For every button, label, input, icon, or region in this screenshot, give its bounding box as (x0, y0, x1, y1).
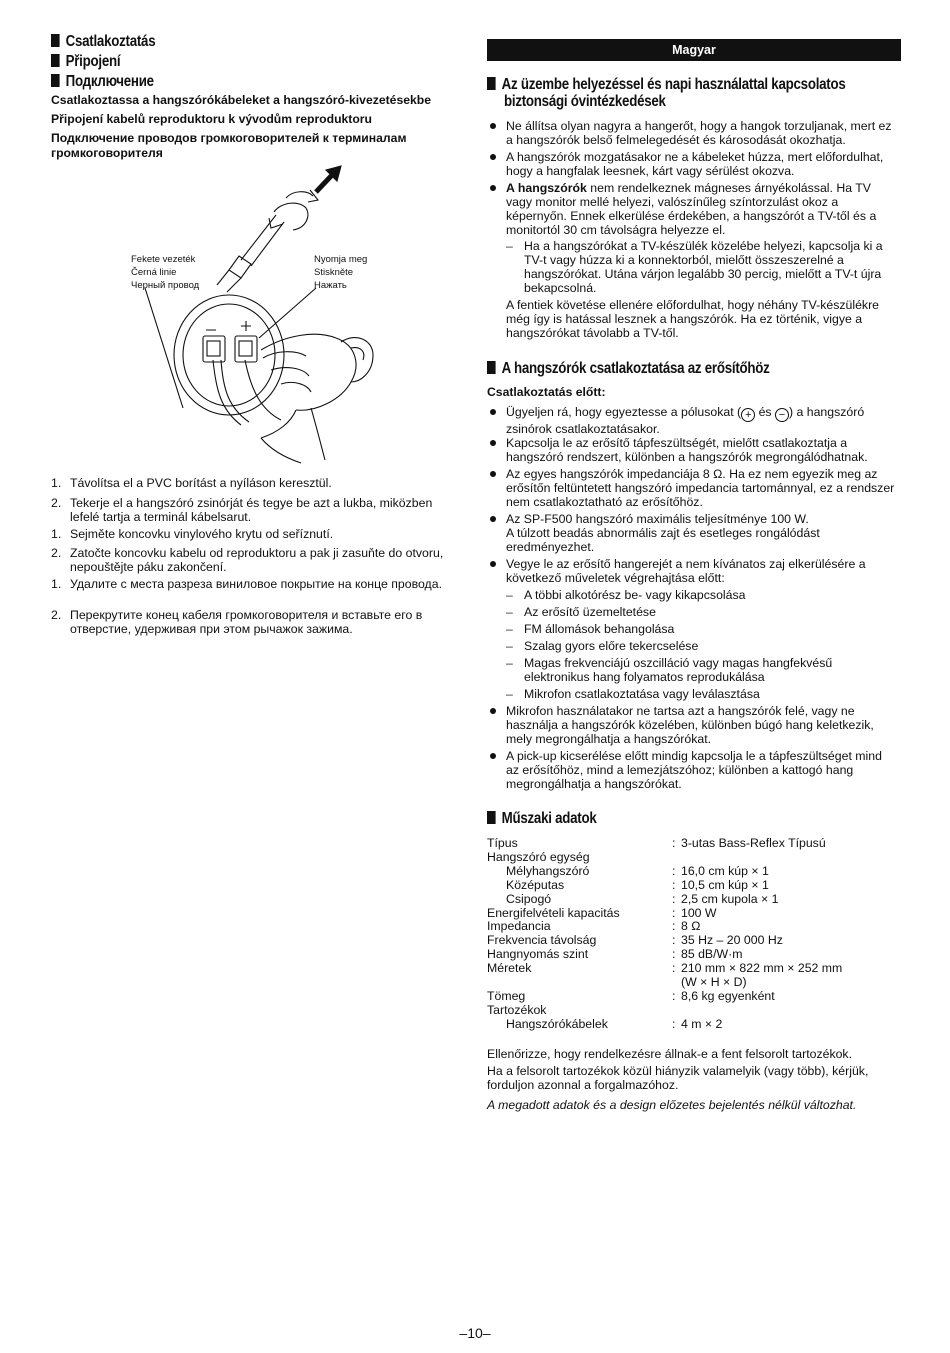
step-hu-1: 1. Távolítsa el a PVC borítást a nyíláson keresztül. (51, 476, 332, 490)
figure-label-right: Nyomja meg Stiskněte Нажать (314, 254, 368, 291)
safety-dash-item: – Ha a hangszórókat a TV-készülék közelébe helyezi, kapcsolja ki a TV-t vagy húzza ki a konnektorból, mielőtt összeszerelné a hangszórókat. Utána várjon legalább 30 percig, mielőtt a TV-t újra bekapcsolná. (487, 239, 896, 295)
specs-note: Ha a felsorolt tartozékok közül hiányzik valamelyik (vagy több), kérjük, forduljon azonnal a forgalmazóhoz. (487, 1064, 869, 1092)
spec-value: 10,5 cm kúp × 1 (681, 877, 769, 892)
spec-key: Hangszórókábelek (506, 1016, 608, 1031)
spec-key: Mélyhangszóró (506, 863, 590, 878)
spec-value: 16,0 cm kúp × 1 (681, 863, 769, 878)
spec-row (487, 864, 901, 878)
specs-disclaimer: A megadott adatok és a design előzetes bejelentés nélkül változhat. (487, 1098, 857, 1112)
spec-value: 8 Ω (681, 919, 701, 934)
spec-value: 85 dB/W·m (681, 947, 743, 962)
section-marker-icon (51, 34, 60, 47)
spec-value: (W × H × D) (681, 975, 747, 989)
spec-value: 210 mm × 822 mm × 252 mm (681, 961, 843, 976)
section-marker-icon (51, 54, 60, 67)
connect-dash-item: – Magas frekvenciájú oszcilláció vagy magas hangfekvésű elektronikus hang folyamatos reprodukálása (487, 656, 884, 684)
heading-ru: Подключение (51, 73, 154, 91)
specs-table (487, 836, 901, 1036)
safety-bullet: A hangszórók mozgatásakor ne a kábeleket húzza, mert előfordulhat, hogy a hangfalak leesnek, kárt vagy sérülést okozva. (487, 150, 896, 178)
spec-row (487, 836, 901, 850)
connect-heading: A hangszórók csatlakoztatása az erősítőhöz (487, 360, 770, 378)
spec-colon: : (672, 863, 676, 878)
spec-colon: : (672, 891, 676, 906)
spec-colon: : (672, 933, 676, 948)
spec-key: Típus (487, 836, 518, 850)
subhead-cz: Připojení kabelů reproduktoru k vývodům reproduktoru (51, 112, 372, 126)
connect-dash-item: – Az erősítő üzemeltetése (487, 605, 899, 619)
safety-heading: Az üzembe helyezéssel és napi használattal kapcsolatos (487, 76, 846, 94)
spec-key: Hangnyomás szint (487, 947, 589, 962)
heading-hu: Csatlakoztatás (51, 33, 155, 51)
connect-bullet: Vegye le az erősítő hangerejét a nem kívánatos zaj elkerülésére a következő műveletek végrehajtása előtt: (487, 557, 901, 585)
heading-cz: Připojení (51, 53, 120, 71)
section-marker-icon (487, 77, 496, 90)
spec-row (487, 892, 901, 906)
spec-row (487, 933, 901, 947)
spec-colon: : (672, 961, 676, 976)
spec-row (487, 878, 901, 892)
connect-bullet: A pick-up kicserélése előtt mindig kapcsolja le a tápfeszültséget mind az erősítőhöz, mind a lemezjátszóhoz; különben a kattogó hang megrongálhatja a hangszórókat. (487, 749, 896, 791)
step-cz-1: 1. Sejměte koncovku vinylového krytu od seříznutí. (51, 527, 334, 541)
spec-key: Frekvencia távolság (487, 933, 597, 948)
step-hu-2: 2. Tekerje el a hangszóró zsinórját és tegye be azt a lukba, miközben lefelé tartja a terminál kábelsarut. (51, 496, 433, 524)
connect-dash-item: – Szalag gyors előre tekercselése (487, 639, 899, 653)
spec-key: Csipogó (506, 891, 552, 906)
connect-dash-item: – Mikrofon csatlakoztatása vagy leválasztása (487, 687, 899, 701)
subhead-ru: Подключение проводов громкоговорителей к терминалам громкоговорителя (51, 131, 407, 160)
step-cz-2: 2. Zatočte koncovku kabelu od reproduktoru a pak ji zasuňte do otvoru, nepouštějte páku zakončení. (51, 546, 444, 574)
spec-key: Impedancia (487, 919, 551, 934)
spec-key: Energifelvételi kapacitás (487, 905, 620, 920)
spec-colon: : (672, 877, 676, 892)
step-ru-1: 1. Удалите с места разреза виниловое покрытие на конце провода. (51, 577, 442, 591)
safety-heading-line2: biztonsági óvintézkedések (504, 93, 666, 110)
spec-colon: : (672, 905, 676, 920)
specs-note: Ellenőrizze, hogy rendelkezésre állnak-e a fent felsorolt tartozékok. (487, 1047, 852, 1061)
connect-bullet: Az SP-F500 hangszóró maximális teljesítménye 100 W. A túlzott beadás abnormális zajt és esetleges rongálódást eredményezhet. (487, 512, 901, 554)
spec-value: 2,5 cm kupola × 1 (681, 891, 779, 906)
spec-colon: : (672, 1016, 676, 1031)
connect-bullet: Az egyes hangszórók impedanciája 8 Ω. Ha ez nem egyezik meg az erősítőn feltüntetett hangszóró impedancia tartománnyal, ez a rendszer nem csatlakoztatható az erősítőhöz. (487, 467, 901, 509)
spec-key: Tömeg (487, 988, 526, 1003)
terminal-illustration (111, 160, 411, 465)
step-ru-2: 2. Перекрутите конец кабеля громкоговорителя и вставьте его в отверстие, удерживая при этом рычажок зажима. (51, 608, 423, 636)
spec-key: Méretek (487, 961, 532, 976)
spec-row (487, 906, 901, 920)
spec-row (487, 947, 901, 961)
spec-row (487, 850, 901, 864)
connect-bullet: Kapcsolja le az erősítő tápfeszültségét, mielőtt csatlakoztatja a hangszóró rendszert, különben a hangszórók megrongálódhatnak. (487, 436, 901, 464)
connect-dash-item: – A többi alkotórész be- vagy kikapcsolása (487, 588, 899, 602)
spec-row (487, 961, 901, 975)
spec-row (487, 975, 901, 989)
spec-key: Középutas (506, 877, 565, 892)
connect-subhead: Csatlakoztatás előtt: (487, 385, 606, 399)
figure-label-left: Fekete vezeték Černá linie Черный провод (131, 254, 200, 291)
connect-bullet: Ügyeljen rá, hogy egyeztesse a pólusokat ( + és − ) a hangszóró zsinórok csatlakoztatásakor. (487, 405, 896, 436)
spec-colon: : (672, 836, 676, 850)
spec-key: Tartozékok (487, 1002, 547, 1017)
connect-dash-item: – FM állomások behangolása (487, 622, 899, 636)
safety-bullet: Ne állítsa olyan nagyra a hangerőt, hogy a hangok torzuljanak, mert ez a hangszórók belső felmelegedését és károsodását okozhatja. (487, 119, 896, 147)
safety-bullet: A hangszórók nem rendelkeznek mágneses árnyékolással. Ha TV vagy monitor mellé helyezi, valószínűleg színtorzulást okoz a képernyőn. Ennek elkerülése érdekében, a hangszórót a TV-től és a monitortól 30 cm távolságra helyezze el. (487, 181, 896, 237)
page-number: –10– (459, 1325, 491, 1341)
spec-row (487, 1003, 901, 1017)
spec-value: 35 Hz – 20 000 Hz (681, 933, 783, 948)
specs-heading: Műszaki adatok (487, 810, 597, 828)
spec-value: 8,6 kg egyenként (681, 988, 775, 1003)
section-marker-icon (51, 74, 60, 87)
spec-value: 4 m × 2 (681, 1016, 723, 1031)
plus-circle-icon: + (741, 408, 755, 422)
connect-bullet: Mikrofon használatakor ne tartsa azt a hangszórók felé, vagy ne használja a hangszórók közelében, különben búgó hang keletkezik, mely megrongálhatja a hangszórókat. (487, 704, 901, 746)
spec-value: 3-utas Bass-Reflex Típusú (681, 836, 826, 850)
safety-paragraph: A fentiek követése ellenére előfordulhat, hogy néhány TV-készülékre még így is hatással lesznek a hangszórók. Ha ez történik, vigye a hangszórókat távolabb a TV-től. (506, 298, 880, 340)
minus-circle-icon: − (775, 408, 789, 422)
section-marker-icon (487, 361, 496, 374)
spec-row (487, 919, 901, 933)
spec-key: Hangszóró egység (487, 849, 590, 864)
spec-row (487, 1017, 901, 1031)
language-banner: Magyar (487, 39, 901, 61)
spec-colon: : (672, 919, 676, 934)
subhead-hu: Csatlakoztassa a hangszórókábeleket a hangszóró-kivezetésekbe (51, 93, 432, 107)
spec-colon: : (672, 947, 676, 962)
spec-colon: : (672, 988, 676, 1003)
spec-row (487, 989, 901, 1003)
section-marker-icon (487, 811, 496, 824)
spec-value: 100 W (681, 905, 717, 920)
